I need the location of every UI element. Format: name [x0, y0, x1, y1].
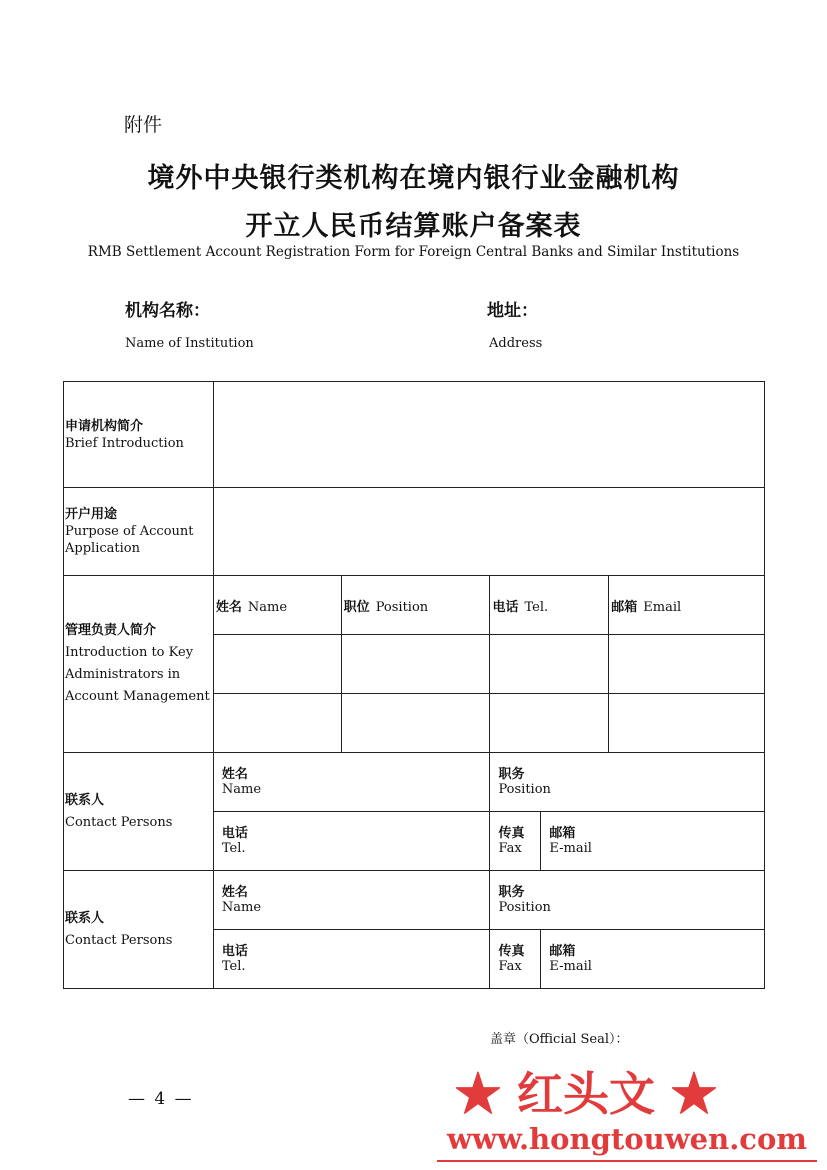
- contact-1-duty-cn: 职务: [498, 767, 525, 782]
- institution-label-en: Name of Institution: [125, 336, 254, 351]
- institution-label-cn: 机构名称：: [125, 301, 210, 321]
- contact-2-tel-cn: 电话: [221, 944, 248, 959]
- contact-1-row-a: [64, 753, 765, 812]
- contact-2-name-field[interactable]: [213, 871, 490, 930]
- watermark-text: ★ 红头文 ★: [455, 1067, 718, 1121]
- registration-form-table: [63, 381, 765, 989]
- purpose-label-en-2: Application: [65, 541, 140, 556]
- watermark-url: www.hongtouwen.com: [447, 1122, 807, 1156]
- admin-header-row: [64, 576, 765, 635]
- contact-1-email-en: E-mail: [549, 841, 592, 856]
- contact-1-email-cn: 邮箱: [549, 826, 576, 841]
- contact-2-email-cn: 邮箱: [549, 944, 576, 959]
- intro-label-cn: 申请机构简介: [65, 418, 144, 434]
- title-line-1: 境外中央银行类机构在境内银行业金融机构: [147, 163, 680, 194]
- admin-header-position: [341, 576, 490, 635]
- contact-1-fax-field[interactable]: [490, 812, 541, 871]
- intro-input-cell[interactable]: [213, 382, 764, 488]
- address-label-cn: 地址：: [487, 301, 538, 321]
- contact-1-duty-en: Position: [498, 782, 551, 797]
- contact-2-email-field[interactable]: [541, 930, 765, 989]
- admin-header-position-en: Position: [375, 599, 429, 615]
- official-seal-label: 盖章（Official Seal）：: [490, 1032, 629, 1047]
- contact-1-tel-cn: 电话: [221, 826, 248, 841]
- contact-2-duty-en: Position: [498, 900, 551, 915]
- watermark-underline: [437, 1160, 817, 1162]
- contact-2-fax-en: Fax: [498, 959, 522, 974]
- contact-1-label-cell: [64, 753, 214, 871]
- contact-2-label-cn: 联系人: [65, 910, 105, 926]
- intro-label-cell: [64, 382, 214, 488]
- contact-2-email-en: E-mail: [549, 959, 592, 974]
- purpose-input-cell[interactable]: [213, 488, 764, 576]
- admin-position-input[interactable]: [341, 694, 490, 753]
- contact-2-fax-cn: 传真: [498, 944, 525, 959]
- address-label-en: Address: [489, 336, 543, 351]
- admin-position-input[interactable]: [341, 635, 490, 694]
- admin-header-position-cn: 职位: [343, 599, 370, 615]
- admin-header-tel-cn: 电话: [492, 599, 519, 615]
- contact-2-tel-en: Tel.: [221, 959, 246, 974]
- contact-1-label-cn: 联系人: [65, 792, 105, 808]
- form-subtitle: RMB Settlement Account Registration Form for Foreign Central Banks and Similar Institutions: [87, 244, 740, 260]
- contact-1-label-en: Contact Persons: [65, 814, 173, 830]
- contact-1-name-field[interactable]: [213, 753, 490, 812]
- contact-1-fax-cn: 传真: [498, 826, 525, 841]
- contact-2-tel-field[interactable]: [213, 930, 490, 989]
- admin-tel-input[interactable]: [490, 635, 609, 694]
- contact-1-tel-en: Tel.: [221, 841, 246, 856]
- contact-2-duty-field[interactable]: [490, 871, 765, 930]
- admin-email-input[interactable]: [609, 635, 765, 694]
- contact-2-name-cn: 姓名: [221, 885, 248, 900]
- admin-header-name-cn: 姓名: [215, 599, 242, 615]
- contact-2-label-en: Contact Persons: [65, 932, 173, 948]
- admin-email-input[interactable]: [609, 694, 765, 753]
- contact-2-fax-field[interactable]: [490, 930, 541, 989]
- contact-2-label-cell: [64, 871, 214, 989]
- admin-name-input[interactable]: [213, 635, 341, 694]
- admin-header-tel: [490, 576, 609, 635]
- purpose-label-cn: 开户用途: [65, 507, 118, 522]
- intro-label-en: Brief Introduction: [65, 435, 184, 451]
- purpose-label-cell: [64, 488, 214, 576]
- contact-2-row-a: [64, 871, 765, 930]
- admin-header-email-en: Email: [643, 599, 682, 615]
- attachment-label: 附件: [124, 114, 163, 136]
- purpose-label-en-1: Purpose of Account: [65, 524, 194, 539]
- admin-header-tel-en: Tel.: [524, 599, 549, 615]
- admin-name-input[interactable]: [213, 694, 341, 753]
- admin-tel-input[interactable]: [490, 694, 609, 753]
- admin-header-name: [213, 576, 341, 635]
- contact-1-name-cn: 姓名: [221, 767, 248, 782]
- contact-1-fax-en: Fax: [498, 841, 522, 856]
- contact-1-duty-field[interactable]: [490, 753, 765, 812]
- title-line-2: 开立人民币结算账户备案表: [245, 211, 582, 242]
- admin-label-cn: 管理负责人简介: [65, 623, 157, 638]
- admin-label-en-1: Introduction to Key: [65, 645, 194, 660]
- page-number: — 4 —: [128, 1089, 194, 1109]
- contact-2-duty-cn: 职务: [498, 885, 525, 900]
- contact-1-tel-field[interactable]: [213, 812, 490, 871]
- intro-row: [64, 382, 765, 488]
- contact-2-name-en: Name: [221, 900, 262, 915]
- contact-1-name-en: Name: [221, 782, 262, 797]
- admin-header-name-en: Name: [247, 599, 288, 615]
- admin-header-email-cn: 邮箱: [611, 599, 638, 615]
- admin-label-en-2: Administrators in: [65, 667, 181, 682]
- admin-label-cell: [64, 576, 214, 753]
- contact-1-email-field[interactable]: [541, 812, 765, 871]
- admin-header-email: [609, 576, 765, 635]
- purpose-row: [64, 488, 765, 576]
- admin-label-en-3: Account Management: [65, 689, 210, 704]
